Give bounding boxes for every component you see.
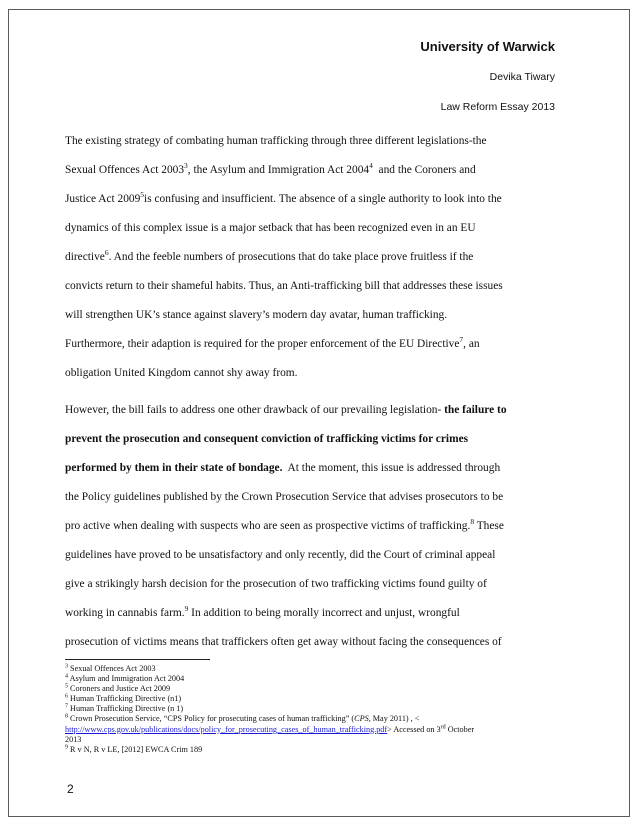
text-line: Justice Act 2009$^5$is confusing and insufficient. The absence of a single authority to look into the — [65, 190, 502, 205]
header-course: Law Reform Essay 2013 — [440, 101, 555, 113]
footnote-ref[interactable]: 5 — [140, 190, 145, 200]
footnote: $^8$ Crown Prosecution Service, “CPS Policy for prosecuting cases of human trafficking” (CPS, May 2011) , < — [65, 713, 420, 724]
footnote: $^5$ Coroners and Justice Act 2009 — [65, 683, 171, 694]
text-line: performed by them in their state of bondage. At the moment, this issue is addressed through — [65, 462, 501, 474]
text-line: pro active when dealing with suspects who are seen as prospective victims of trafficking.$^8$ These — [65, 517, 504, 532]
footnote: $^3$ Sexual Offences Act 2003 — [65, 663, 156, 673]
footnotes — [65, 664, 585, 755]
paragraph-2 — [65, 401, 581, 662]
essay-body — [65, 132, 581, 662]
footnote: 2013 — [65, 734, 82, 744]
text-line: obligation United Kingdom cannot shy away from. — [65, 367, 298, 379]
text-line: the Policy guidelines published by the Crown Prosecution Service that advises prosecutors to be — [65, 491, 504, 503]
footnote: $^4$ Asylum and Immigration Act 2004 — [65, 673, 185, 684]
footnote-ref[interactable]: 6 — [104, 248, 109, 258]
text-line: prosecution of victims means that traffickers often get away without facing the consequences of — [65, 636, 502, 648]
text-line: will strengthen UK’s stance against slavery’s modern day avatar, human trafficking. — [65, 309, 448, 321]
text-line: However, the bill fails to address one other drawback of our prevailing legislation- the failure to — [65, 404, 507, 416]
text-line: The existing strategy of combating human trafficking through three different legislations-the — [65, 135, 487, 147]
footnote: $^9$ R v N, R v LE, [2012] EWCA Crim 189 — [65, 744, 203, 754]
footnote-ref[interactable]: 3 — [184, 161, 188, 171]
text-line: prevent the prosecution and consequent conviction of trafficking victims for crimes — [65, 433, 469, 445]
footnote-ref[interactable]: 7 — [459, 335, 464, 345]
header-author: Devika Tiwary — [489, 71, 555, 83]
text-line: convicts return to their shameful habits. Thus, an Anti-trafficking bill that addresses these issues — [65, 280, 503, 292]
text-line: Furthermore, their adaption is required for the proper enforcement of the EU Directive$^7$, an — [65, 335, 480, 350]
footnote: http://www.cps.gov.uk/publications/docs/policy_for_prosecuting_cases_of_human_trafficking.pdf> Accessed on 3rd October — [65, 723, 475, 734]
text-line: dynamics of this complex issue is a major setback that has been recognized even in an EU — [65, 222, 476, 234]
header-university: University of Warwick — [420, 39, 555, 54]
footnote-ref[interactable]: 4 — [369, 161, 373, 171]
text-line: directive$^6$. And the feeble numbers of prosecutions that do take place prove fruitless if the — [65, 248, 474, 263]
footnote-separator — [65, 659, 210, 660]
text-line: guidelines have proved to be unsatisfactory and only recently, did the Court of criminal appeal — [65, 549, 496, 561]
footnote-link[interactable]: http://www.cps.gov.uk/publications/docs/policy_for_prosecuting_cases_of_human_trafficking.pdf — [65, 724, 388, 734]
text-line: Sexual Offences Act 2003$^3$, the Asylum and Immigration Act 2004$^4$ and the Coroners and — [65, 161, 476, 176]
text-line: give a strikingly harsh decision for the prosecution of two trafficking victims found guilty of — [65, 578, 487, 590]
footnote: $^7$ Human Trafficking Directive (n 1) — [65, 703, 184, 714]
footnote-ref[interactable]: 8 — [470, 517, 475, 527]
document-page — [8, 9, 630, 817]
text-line: working in cannabis farm.$^9$ In addition to being morally incorrect and unjust, wrongful — [65, 604, 460, 619]
paragraph-1 — [65, 132, 581, 393]
footnote-ref[interactable]: 9 — [184, 604, 189, 614]
page-number: 2 — [67, 782, 74, 796]
footnote: $^6$ Human Trafficking Directive (n1) — [65, 693, 182, 704]
